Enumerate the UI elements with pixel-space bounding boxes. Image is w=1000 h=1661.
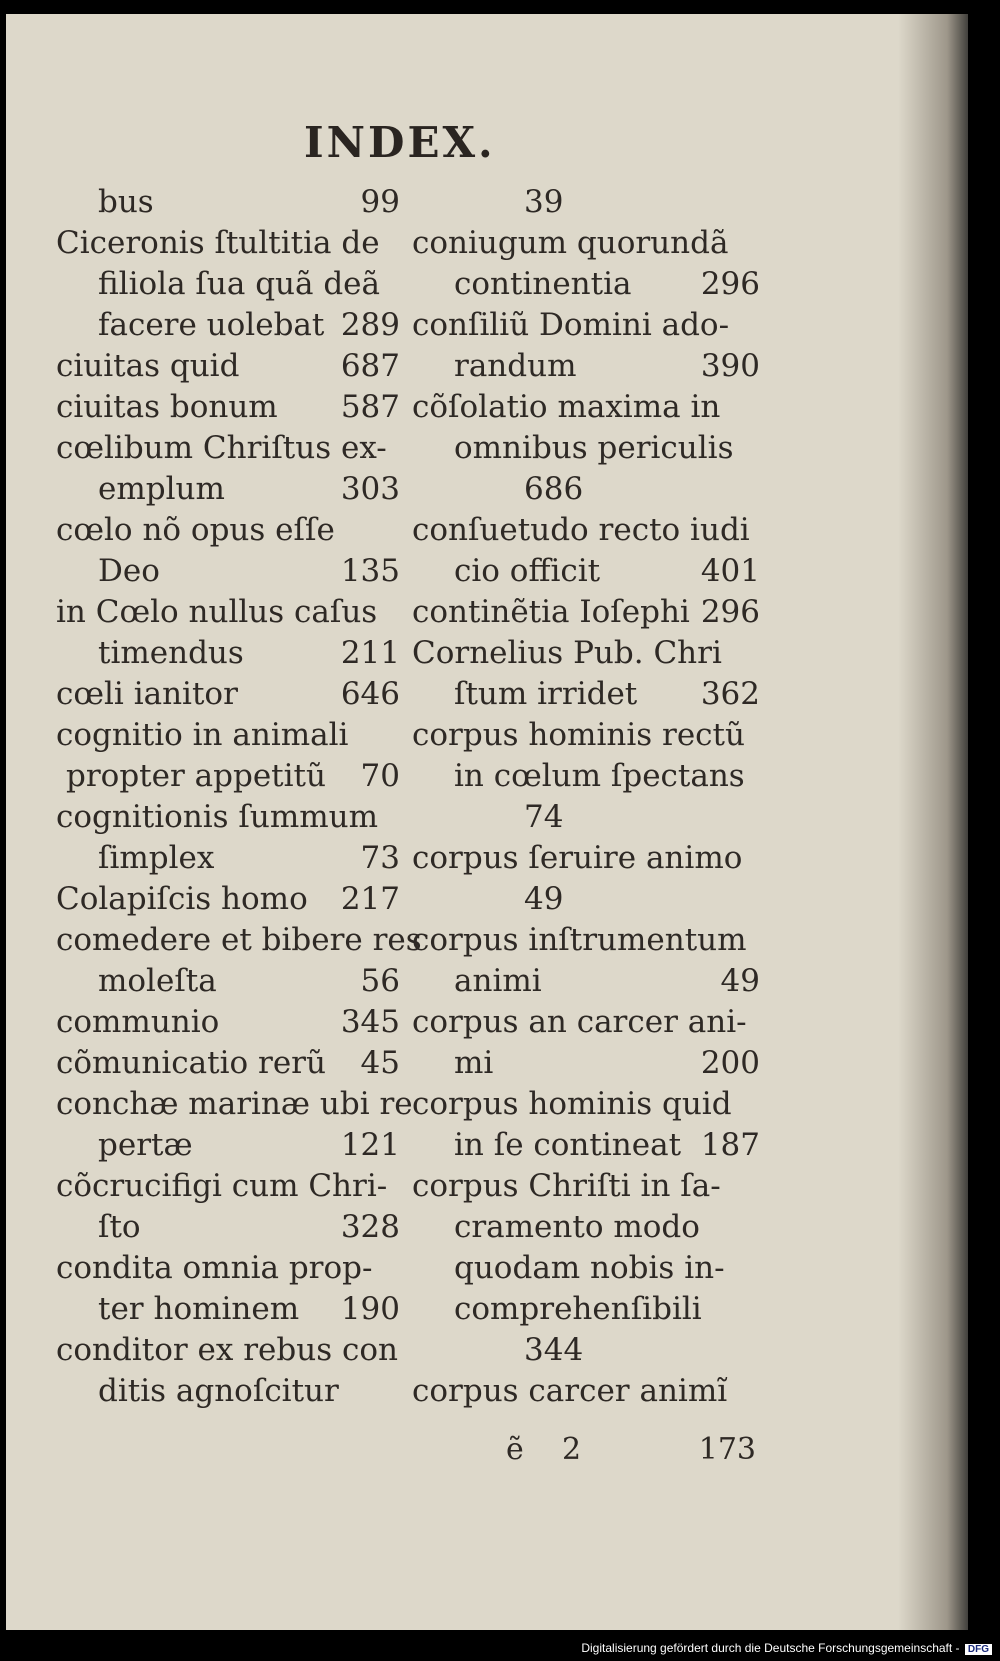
index-entry (412, 428, 760, 469)
index-entry (412, 1207, 760, 1248)
index-entry-page: 646 (340, 676, 400, 712)
index-entry (56, 756, 400, 797)
index-entry (412, 264, 760, 305)
index-entry-text: Cornelius Pub. Chri (412, 635, 722, 671)
index-entry-page: 39 (524, 184, 564, 220)
index-entry (56, 592, 400, 633)
index-entry-page: 328 (340, 1209, 400, 1245)
index-entry (56, 1330, 400, 1371)
index-entry-page: 121 (340, 1127, 400, 1163)
index-entry-page: 200 (700, 1045, 760, 1081)
index-entry-text: animi (454, 963, 542, 999)
index-entry-text: facere uolebat (98, 307, 325, 343)
book-page (6, 14, 968, 1630)
index-entry-text: filiola ſua quã deã (98, 266, 381, 302)
index-entry (412, 305, 760, 346)
index-entry (412, 551, 760, 592)
index-entry-text: randum (454, 348, 577, 384)
index-entry-text: cœlo nõ opus eſſe (56, 512, 335, 548)
index-entry-text: in Cœlo nullus caſus (56, 594, 378, 630)
index-entry-text: corpus an carcer ani- (412, 1004, 747, 1040)
index-entry-page: 687 (340, 348, 400, 384)
index-entry (412, 223, 760, 264)
index-entry (412, 1371, 760, 1412)
index-entry-text: conſiliũ Domini ado- (412, 307, 730, 343)
index-entry-text: moleſta (98, 963, 217, 999)
index-entry-text: conſuetudo recto iudi (412, 512, 750, 548)
index-entry-page: 56 (360, 963, 400, 999)
index-entry-page: 686 (524, 471, 584, 507)
index-entry-text: ſto (98, 1209, 141, 1245)
index-entry (56, 469, 400, 510)
index-left-column (56, 182, 422, 1412)
index-entry-text: corpus carcer animĩ (412, 1373, 728, 1409)
index-entry-text: ciuitas bonum (56, 389, 278, 425)
index-entry (56, 182, 400, 223)
digitization-footer (581, 1641, 992, 1655)
index-entry-text: ſtum irridet (454, 676, 638, 712)
index-entry (412, 633, 760, 674)
index-entry-page: 211 (340, 635, 400, 671)
index-entry (56, 961, 400, 1002)
index-entry-page: 296 (700, 266, 760, 302)
index-entry (412, 879, 760, 920)
footer-text: Digitalisierung gefördert durch die Deutsche Forschungsgemeinschaft - (581, 1641, 960, 1655)
index-entry-page: 344 (524, 1332, 584, 1368)
index-entry-text: corpus Chriſti in ſa- (412, 1168, 721, 1204)
index-entry-text: condita omnia prop- (56, 1250, 373, 1286)
index-entry-text: quodam nobis in- (454, 1250, 725, 1286)
index-entry-text: conditor ex rebus con (56, 1332, 398, 1368)
index-entry (412, 1289, 760, 1330)
index-entry (412, 674, 760, 715)
index-entry-text: mi (454, 1045, 494, 1081)
index-entry (56, 1043, 400, 1084)
index-entry (412, 387, 760, 428)
index-entry (56, 1289, 400, 1330)
index-entry-text: conchæ marinæ ubi re (56, 1086, 413, 1122)
index-entry-text: cio officit (454, 553, 601, 589)
index-entry (412, 920, 760, 961)
index-entry-text: omnibus periculis (454, 430, 734, 466)
index-entry-page: 70 (360, 758, 400, 794)
index-entry-text: communio (56, 1004, 220, 1040)
index-entry-page: 74 (524, 799, 564, 835)
index-entry-text: cœli ianitor (56, 676, 238, 712)
index-entry (56, 223, 400, 264)
signature-mark: ẽ (506, 1432, 524, 1467)
index-entry-text: continentia (454, 266, 632, 302)
index-entry (56, 1207, 400, 1248)
index-entry (412, 715, 760, 756)
index-entry (56, 428, 400, 469)
page-title: INDEX. (304, 118, 496, 167)
index-entry (412, 346, 760, 387)
index-entry-text: ditis agnoſcitur (98, 1373, 339, 1409)
index-entry (56, 305, 400, 346)
index-entry-text: pertæ (98, 1127, 193, 1163)
index-entry (412, 756, 760, 797)
index-entry (412, 1166, 760, 1207)
index-entry-text: Colapiſcis homo (56, 881, 308, 917)
index-entry (56, 674, 400, 715)
index-entry (412, 592, 760, 633)
page-gutter-shadow (898, 14, 968, 1630)
index-entry (56, 387, 400, 428)
index-entry (56, 510, 400, 551)
index-entry-page: 345 (340, 1004, 400, 1040)
index-entry-text: ter hominem (98, 1291, 300, 1327)
index-entry (412, 510, 760, 551)
index-entry-page: 362 (700, 676, 760, 712)
index-entry (412, 182, 760, 223)
index-entry-page: 45 (360, 1045, 400, 1081)
index-entry-page: 49 (524, 881, 564, 917)
index-entry-text: comedere et bibere res (56, 922, 422, 958)
index-entry-text: coniugum quorundã (412, 225, 729, 261)
index-entry-page: 587 (340, 389, 400, 425)
index-entry (56, 264, 400, 305)
index-entry (56, 346, 400, 387)
index-entry (412, 961, 760, 1002)
signature-line (506, 1432, 756, 1474)
index-entry-page: 217 (340, 881, 400, 917)
index-entry-page: 390 (700, 348, 760, 384)
index-entry-page: 49 (720, 963, 760, 999)
index-entry-text: propter appetitũ (66, 758, 326, 794)
index-entry (56, 797, 400, 838)
index-entry-page: 187 (700, 1127, 760, 1163)
index-entry (56, 1084, 413, 1125)
index-entry-text: Ciceronis ſtultitia de (56, 225, 380, 261)
index-entry-text: cramento modo (454, 1209, 700, 1245)
index-entry-page: 73 (360, 840, 400, 876)
index-entry (56, 1125, 400, 1166)
index-entry-text: ciuitas quid (56, 348, 240, 384)
index-entry-text: cœlibum Chriſtus ex- (56, 430, 387, 466)
index-entry-text: emplum (98, 471, 225, 507)
index-entry (412, 1002, 760, 1043)
index-entry (412, 469, 760, 510)
index-entry (412, 1084, 760, 1125)
index-entry-page: 135 (340, 553, 400, 589)
index-entry-text: cõſolatio maxima in (412, 389, 721, 425)
index-entry-page: 401 (700, 553, 760, 589)
index-entry (56, 1002, 400, 1043)
index-entry-text: Deo (98, 553, 160, 589)
index-entry (56, 715, 400, 756)
index-entry-text: cognitionis ſummum (56, 799, 379, 835)
catchword: 173 (698, 1432, 756, 1467)
index-entry (56, 920, 422, 961)
index-entry-text: corpus inſtrumentum (412, 922, 747, 958)
index-entry-text: timendus (98, 635, 244, 671)
index-entry (56, 879, 400, 920)
index-entry-text: in ſe contineat (454, 1127, 682, 1163)
index-entry-page: 190 (340, 1291, 400, 1327)
index-entry-page: 289 (340, 307, 400, 343)
index-entry (412, 1330, 760, 1371)
index-entry (412, 1043, 760, 1084)
index-entry-text: in cœlum ſpectans (454, 758, 745, 794)
index-entry-page: 99 (360, 184, 400, 220)
index-entry-text: corpus hominis quid (412, 1086, 732, 1122)
index-entry (56, 838, 400, 879)
index-entry-text: corpus ſeruire animo (412, 840, 743, 876)
index-entry-text: corpus hominis rectũ (412, 717, 745, 753)
index-entry (412, 797, 760, 838)
index-entry-text: cõmunicatio rerũ (56, 1045, 326, 1081)
index-entry-text: cõcrucifigi cum Chri- (56, 1168, 388, 1204)
index-entry (412, 1125, 760, 1166)
index-entry-page: 303 (340, 471, 400, 507)
index-entry (56, 633, 400, 674)
index-entry (412, 1248, 760, 1289)
index-entry-text: ſimplex (98, 840, 215, 876)
index-entry (56, 1248, 400, 1289)
dfg-logo: DFG (965, 1644, 992, 1655)
signature-number: 2 (562, 1432, 582, 1467)
index-entry-text: comprehenſibili (454, 1291, 702, 1327)
index-entry-text: continẽtia Ioſephi (412, 594, 690, 630)
index-entry-page: 296 (700, 594, 760, 630)
index-entry (56, 1166, 400, 1207)
index-entry (56, 551, 400, 592)
index-entry-text: bus (98, 184, 154, 220)
index-right-column (412, 182, 760, 1412)
index-entry-text: cognitio in animali (56, 717, 349, 753)
index-entry (56, 1371, 400, 1412)
index-entry (412, 838, 760, 879)
